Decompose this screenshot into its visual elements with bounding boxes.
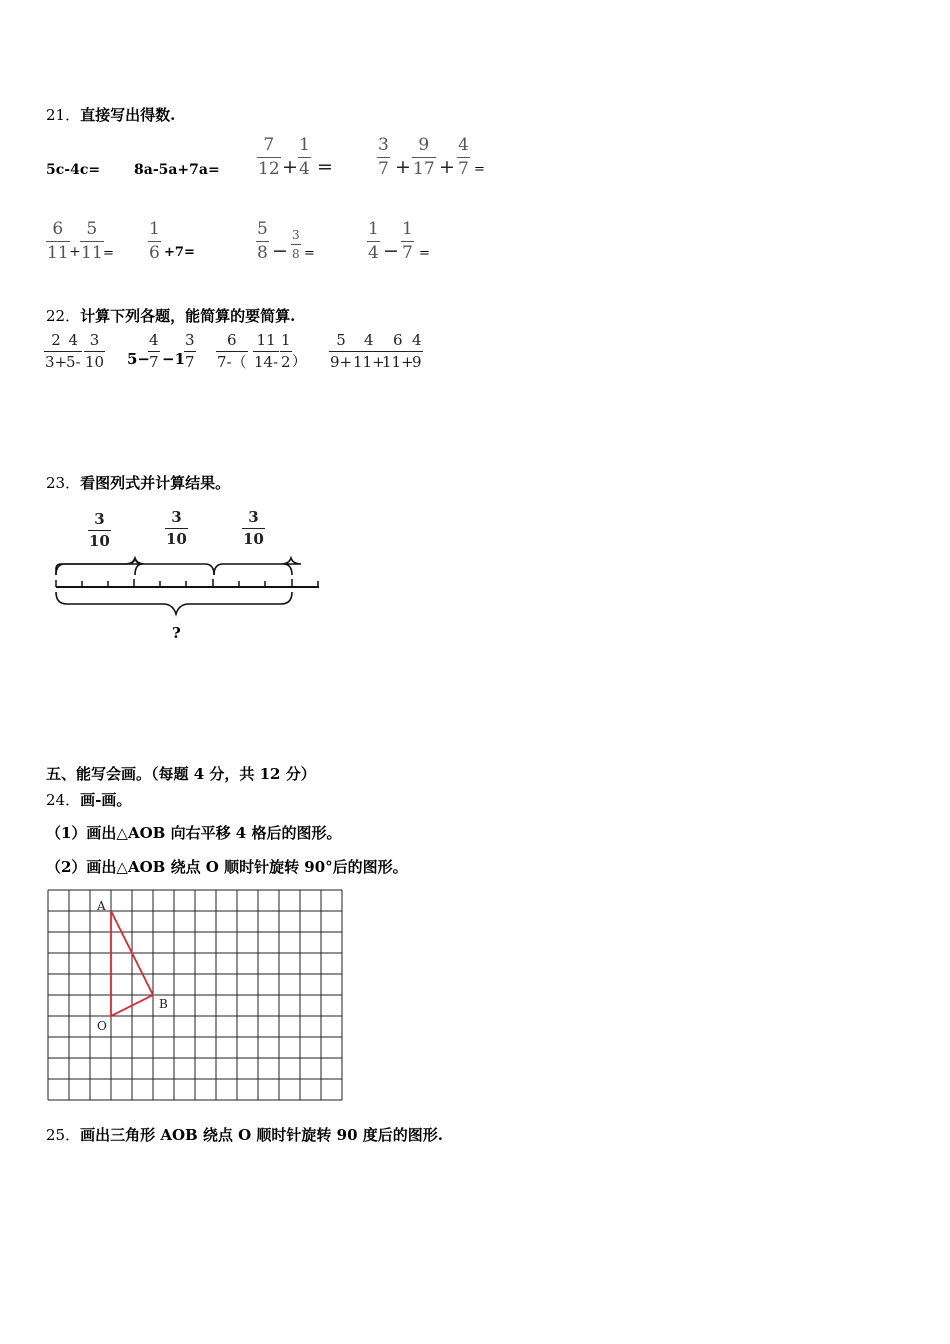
q22-e4-frac-b: $\frac{4}{11+}$ [353,331,385,371]
q23-segment-label-3: $\frac{3}{10}$ [243,508,264,548]
q22-heading [46,305,295,326]
q22-title: 计算下列各题，能简算的要简算. [80,307,296,325]
q23-question-mark: ? [172,624,181,642]
q23-number-line-diagram [45,550,330,650]
q22-e3-frac-b: $\frac{11}{14-}$ [254,331,279,371]
q22-e3-frac-a: $\frac{6}{7-(}$ [217,331,247,371]
q24-title: 画-画。 [80,791,132,809]
point-a-label: A [97,899,106,913]
q22-e1-frac-a: $\frac{2}{3+}$ [45,331,68,371]
q21-heading [46,104,175,125]
q21-frac-4-7: $\frac{4}{7}$ [458,135,469,179]
q21-expr-5c: 5c-4c= [46,162,101,178]
q23-heading [46,472,230,493]
section-5-title: 五、能写会画。（每题 4 分，共 12 分） [46,765,316,783]
q23-segment-label-2: $\frac{3}{10}$ [166,508,187,548]
q22-e4-frac-c: $\frac{6}{11+}$ [382,331,414,371]
q21-equals: = [103,246,114,261]
q21-equals: = [419,246,430,261]
q22-e2-frac-b: $\frac{3}{7}$ [185,331,195,371]
q23-title: 看图列式并计算结果。 [80,474,231,492]
q24-subquestion-1: （1）画出△AOB 向右平移 4 格后的图形。 [46,824,342,842]
q21-plus: + [69,244,81,260]
q21-equals: = [317,156,333,178]
q21-number: 21． [46,106,81,124]
q22-number: 22． [46,307,81,325]
q21-frac-3-8: $\frac{3}{8}$ [292,228,300,261]
q21-frac-6-11: $\frac{6}{11}$ [47,219,69,263]
q21-frac-5-8: $\frac{5}{8}$ [257,219,268,263]
q21-title: 直接写出得数. [80,106,176,124]
q22-e2-prefix: 5− [127,350,151,368]
q21-minus: − [272,240,288,262]
q24-heading [46,789,131,810]
q21-plus: + [395,156,411,178]
point-b-label: B [159,997,168,1011]
q21-frac-1-4b: $\frac{1}{4}$ [368,219,379,263]
q21-equals: = [304,246,315,261]
q21-plus: + [439,156,455,178]
q23-number: 23． [46,474,81,492]
q22-e2-frac-a: $\frac{4}{7}$ [149,331,159,371]
q21-frac-1-6: $\frac{1}{6}$ [149,219,160,263]
q22-e4-frac-d: $\frac{4}{9}$ [412,331,422,371]
q21-frac-9-17: $\frac{9}{17}$ [413,135,435,179]
q21-plus: + [282,156,298,178]
q21-frac-1-4: $\frac{1}{4}$ [299,135,310,179]
q21-plus-seven: +7= [164,245,195,260]
q23-segment-label-1: $\frac{3}{10}$ [89,510,110,550]
point-o-label: O [97,1019,107,1033]
q24-number: 24． [46,791,81,809]
q22-e3-close-paren: ） [292,354,306,370]
grid-lines [48,890,342,1100]
q22-e4-frac-a: $\frac{5}{9+}$ [330,331,353,371]
q21-frac-7-12: $\frac{7}{12}$ [258,135,280,179]
q21-frac-5-11: $\frac{5}{11}$ [81,219,103,263]
q21-frac-1-7: $\frac{1}{7}$ [402,219,413,263]
q24-grid-figure [47,889,345,1103]
q21-minus: − [383,240,399,262]
q22-e1-frac-c: $\frac{3}{10}$ [85,331,105,371]
q22-e3-frac-c: $\frac{1}{2}$ [281,331,291,371]
q25-title: 画出三角形 AOB 绕点 O 顺时针旋转 90 度后的图形. [80,1126,443,1144]
q24-subquestion-2: （2）画出△AOB 绕点 O 顺时针旋转 90°后的图形。 [46,858,408,876]
q21-expr-8a: 8a-5a+7a= [134,162,220,178]
q22-e2-mid: −1 [162,350,186,368]
q25-number: 25． [46,1126,81,1144]
q25-heading [46,1124,443,1145]
q21-equals: = [474,162,485,177]
q22-e1-frac-b: $\frac{4}{5-}$ [66,331,81,371]
q21-frac-3-7: $\frac{3}{7}$ [378,135,389,179]
